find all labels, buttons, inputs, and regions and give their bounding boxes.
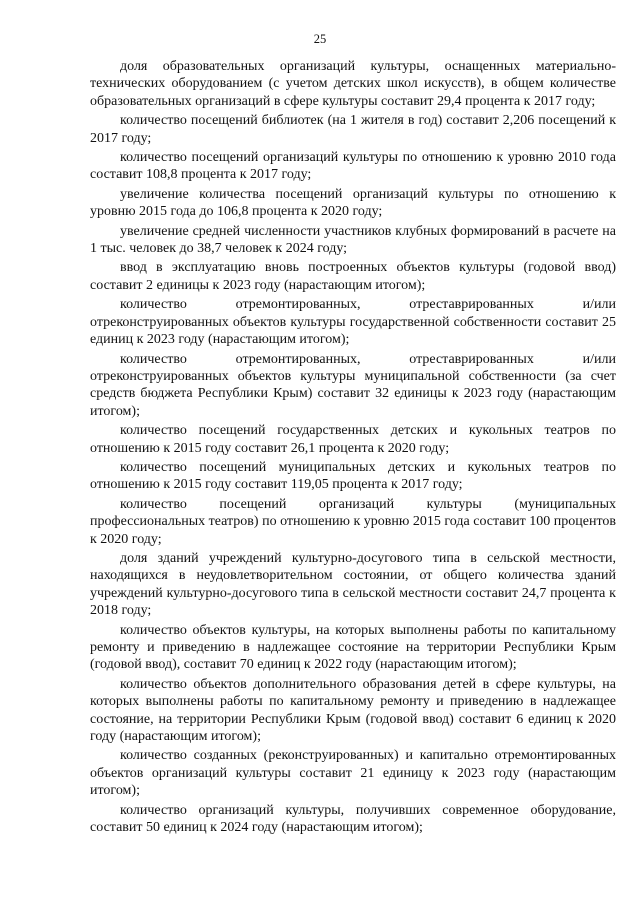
paragraph: количество отремонтированных, отреставрированных и/или отреконструированных объектов культуры муниципальной собственности (за счет средств бюджета Республики Крым) составит 32 единицы к 2023 году (нарастающим итогом); [90, 351, 616, 419]
paragraph: количество посещений организаций культуры по отношению к уровню 2010 года составит 108,8 процента к 2017 году; [90, 150, 616, 183]
paragraph: количество посещений муниципальных детских и кукольных театров по отношению к 2015 году составит 119,05 процента к 2017 году; [90, 459, 616, 493]
paragraph: количество объектов дополнительного образования детей в сфере культуры, на которых выполнены работы по капитальному ремонту и приведению в надлежащее состояние, на территории Республики Крым (годовой ввод) составит 6 единиц к 2020 году (нарастающим итогом); [90, 676, 616, 745]
paragraph: ввод в эксплуатацию вновь построенных объектов культуры (годовой ввод) составит 2 единицы к 2023 году (нарастающим итогом); [90, 260, 616, 293]
document-body [90, 58, 616, 838]
paragraph: количество организаций культуры, получивших современное оборудование, составит 50 единиц к 2024 году (нарастающим итогом); [90, 802, 616, 836]
paragraph: количество созданных (реконструированных) и капитально отремонтированных объектов организаций культуры составит 21 единицу к 2023 году (нарастающим итогом); [90, 748, 616, 799]
paragraph: количество посещений государственных детских и кукольных театров по отношению к 2015 году составит 26,1 процента к 2020 году; [90, 423, 616, 456]
paragraph: доля зданий учреждений культурно-досугового типа в сельской местности, находящихся в неудовлетворительном состоянии, от общего количества зданий учреждений культурно-досугового типа в сельской местности составит 24,7 процента к 2018 году; [90, 550, 616, 619]
paragraph: количество посещений библиотек (на 1 жителя в год) составит 2,206 посещений к 2017 году; [90, 113, 616, 146]
paragraph: количество отремонтированных, отреставрированных и/или отреконструированных объектов культуры государственной собственности составит 25 единиц к 2023 году (нарастающим итогом); [90, 297, 616, 348]
paragraph: доля образовательных организаций культуры, оснащенных материально-технических оборудованием (с учетом детских школ искусств), в общем количестве образовательных организаций в сфере культуры составит 29,4 процента к 2017 году; [90, 59, 616, 109]
paragraph: количество посещений организаций культуры (муниципальных профессиональных театров) по отношению к уровню 2015 года составит 100 процентов к 2020 году; [90, 496, 616, 547]
paragraph: количество объектов культуры, на которых выполнены работы по капитальному ремонту и приведению в надлежащее состояние на территории Республики Крым (годовой ввод), составит 70 единиц к 2022 году (нарастающим итогом); [90, 622, 616, 673]
page-number: 25 [313, 32, 327, 46]
paragraph: увеличение количества посещений организаций культуры по отношению к уровню 2015 года до 106,8 процента к 2020 году; [90, 186, 616, 220]
paragraph: увеличение средней численности участников клубных формирований в расчете на 1 тыс. человек до 38,7 человек к 2024 году; [90, 223, 616, 257]
